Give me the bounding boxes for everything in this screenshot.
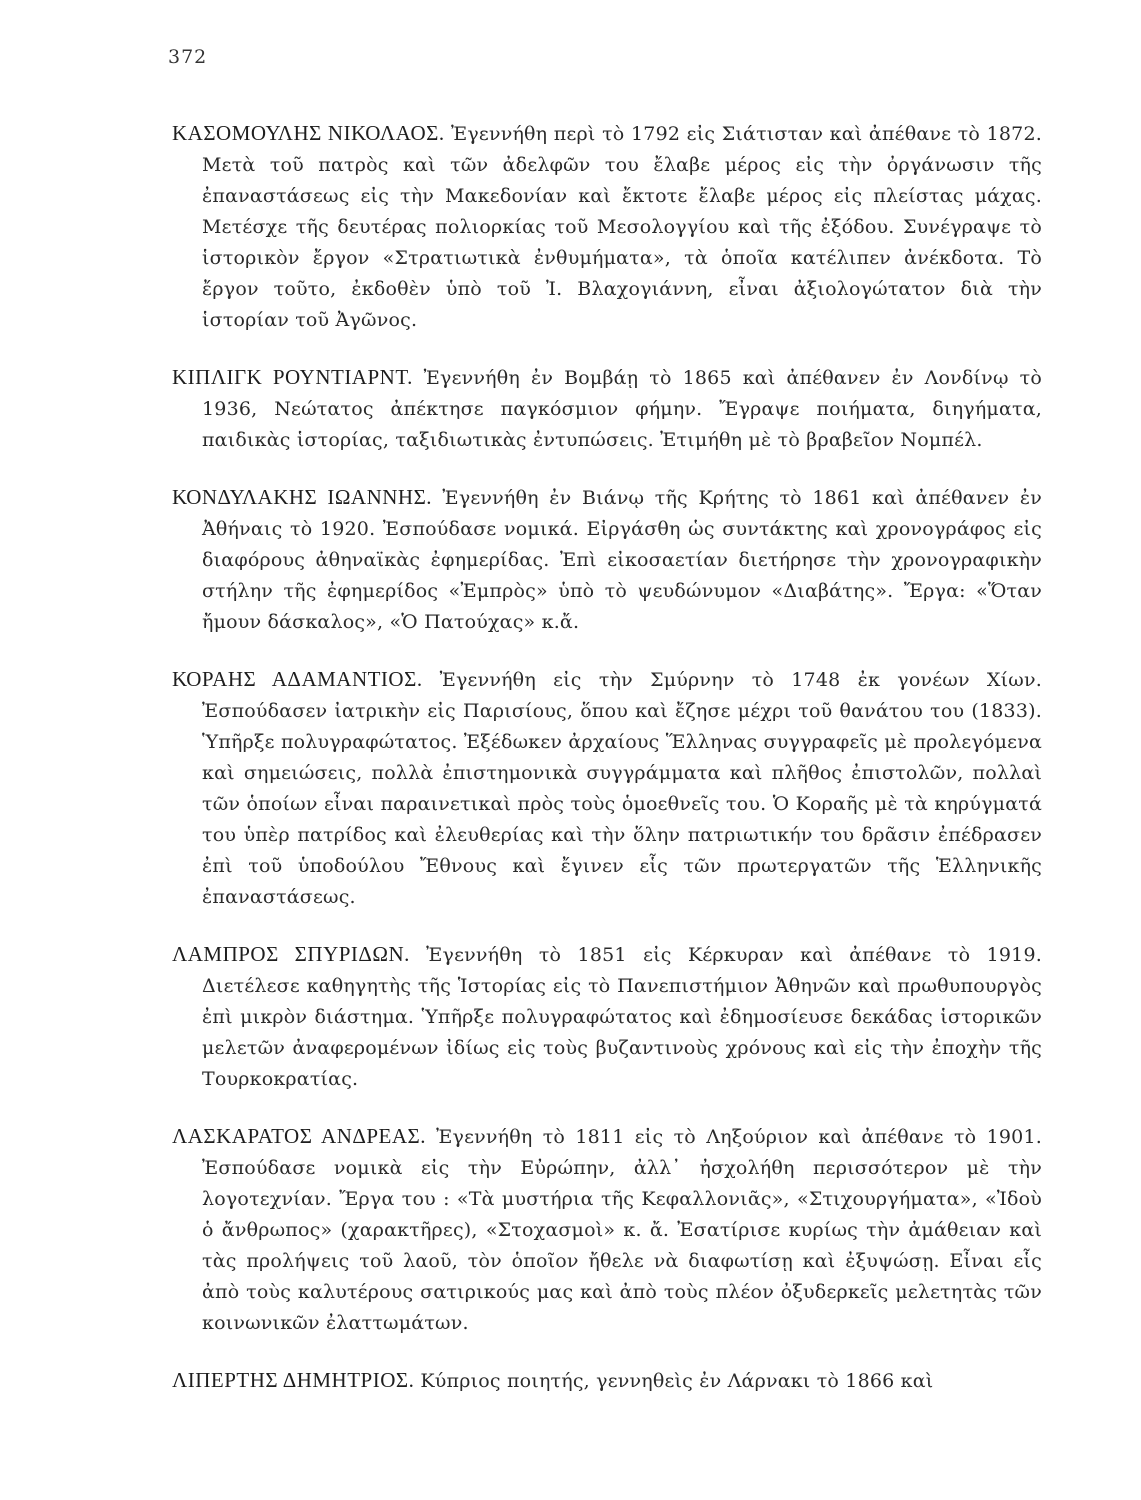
entry-kasomoulis <box>172 118 1042 336</box>
entry-kondylakis <box>172 482 1042 638</box>
entry-laskaratos <box>172 1121 1042 1339</box>
entry-name: ΛΑΜΠΡΟΣ ΣΠΥΡΙΔΩΝ. <box>172 942 410 966</box>
entry-lampros <box>172 939 1042 1095</box>
entry-name: ΚΟΡΑΗΣ ΑΔΑΜΑΝΤΙΟΣ. <box>172 667 423 691</box>
entry-korais <box>172 664 1042 913</box>
entry-text: Κύπριος ποιητής, γεννηθεὶς ἐν Λάρνακι τὸ 1866 καὶ <box>420 1370 934 1392</box>
entry-name: ΛΙΠΕΡΤΗΣ ΔΗΜΗΤΡΙΟΣ. <box>172 1368 415 1392</box>
entry-lipertis <box>172 1365 1042 1397</box>
entry-text: Ἐγεννήθη περὶ τὸ 1792 εἰς Σιάτισταν καὶ ἀπέθανε τὸ 1872. Μετὰ τοῦ πατρὸς καὶ τῶν ἀδελφῶν του ἔλαβε μέρος εἰς τὴν ὀργάνωσιν τῆς ἐπαναστάσεως εἰς τὴν Μακεδονίαν καὶ ἔκτοτε ἔλαβε μέρος εἰς πλείστας μάχας. Μετέσχε τῆς δευτέρας πολιορκίας τοῦ Μεσολογγίου καὶ τῆς ἐξόδου. Συνέγραψε τὸ ἱστορικὸν ἔργον «Στρατιωτικὰ ἐνθυμήματα», τὰ ὁποῖα κατέλιπεν ἀνέκδοτα. Τὸ ἔργον τοῦτο, ἐκδοθὲν ὑπὸ τοῦ Ἰ. Βλαχογιάννη, εἶναι ἀξιολογώτατον διὰ τὴν ἱστορίαν τοῦ Ἀγῶνος. <box>202 123 1042 331</box>
entry-name: ΚΙΠΛΙΓΚ ΡΟΥΝΤΙΑΡΝΤ. <box>172 365 413 389</box>
entry-kipling <box>172 362 1042 456</box>
entry-text: Ἐγεννήθη ἐν Βιάνῳ τῆς Κρήτης τὸ 1861 καὶ ἀπέθανεν ἐν Ἀθήναις τὸ 1920. Ἐσπούδασε νομικά. Εἰργάσθη ὡς συντάκτης καὶ χρονογράφος εἰς διαφόρους ἀθηναϊκὰς ἐφημερίδας. Ἐπὶ εἰκοσαετίαν διετήρησε τὴν χρονογραφικὴν στήλην τῆς ἐφημερίδος «Ἐμπρὸς» ὑπὸ τὸ ψευδώνυμον «Διαβάτης». Ἔργα: «Ὅταν ἤμουν δάσκαλος», «Ὁ Πατούχας» κ.ἄ. <box>202 487 1042 633</box>
entry-name: ΚΟΝΔΥΛΑΚΗΣ ΙΩΑΝΝΗΣ. <box>172 485 433 509</box>
entry-text: Ἐγεννήθη τὸ 1851 εἰς Κέρκυραν καὶ ἀπέθανε τὸ 1919. Διετέλεσε καθηγητὴς τῆς Ἱστορίας εἰς τὸ Πανεπιστήμιον Ἀθηνῶν καὶ πρωθυπουργὸς ἐπὶ μικρὸν διάστημα. Ὑπῆρξε πολυγραφώτατος καὶ ἐδημοσίευσε δεκάδας ἱστορικῶν μελετῶν ἀναφερομένων ἰδίως εἰς τοὺς βυζαντινοὺς χρόνους καὶ εἰς τὴν ἐποχὴν τῆς Τουρκοκρατίας. <box>202 944 1042 1090</box>
entry-name: ΛΑΣΚΑΡΑΤΟΣ ΑΝΔΡΕΑΣ. <box>172 1124 427 1148</box>
entry-text: Ἐγεννήθη ἐν Βομβάῃ τὸ 1865 καὶ ἀπέθανεν ἐν Λονδίνῳ τὸ 1936, Νεώτατος ἀπέκτησε παγκόσμιον φήμην. Ἔγραψε ποιήματα, διηγήματα, παιδικὰς ἱστορίας, ταξιδιωτικὰς ἐντυπώσεις. Ἐτιμήθη μὲ τὸ βραβεῖον Νομπέλ. <box>202 367 1042 451</box>
entry-list <box>172 118 1042 1423</box>
page-number: 372 <box>168 46 208 68</box>
entry-text: Ἐγεννήθη εἰς τὴν Σμύρνην τὸ 1748 ἐκ γονέων Χίων. Ἐσπούδασεν ἰατρικὴν εἰς Παρισίους, ὅπου καὶ ἔζησε μέχρι τοῦ θανάτου του (1833). Ὑπῆρξε πολυγραφώτατος. Ἐξέδωκεν ἀρχαίους Ἕλληνας συγγραφεῖς μὲ προλεγόμενα καὶ σημειώσεις, πολλὰ ἐπιστημονικὰ συγγράμματα καὶ πλῆθος ἐπιστολῶν, πολλαὶ τῶν ὁποίων εἶναι παραινετικαὶ πρὸς τοὺς ὁμοεθνεῖς του. Ὁ Κοραῆς μὲ τὰ κηρύγματά του ὑπὲρ πατρίδος καὶ ἐλευθερίας καὶ τὴν ὅλην πατριωτικήν του δρᾶσιν ἐπέδρασεν ἐπὶ τοῦ ὑποδούλου Ἔθνους καὶ ἔγινεν εἷς τῶν πρωτεργατῶν τῆς Ἑλληνικῆς ἐπαναστάσεως. <box>202 669 1042 908</box>
entry-text: Ἐγεννήθη τὸ 1811 εἰς τὸ Ληξούριον καὶ ἀπέθανε τὸ 1901. Ἐσπούδασε νομικὰ εἰς τὴν Εὐρώπην, ἀλλ᾽ ἠσχολήθη περισσότερον μὲ τὴν λογοτεχνίαν. Ἔργα του : «Τὰ μυστήρια τῆς Κεφαλλονιᾶς», «Στιχουργήματα», «Ἰδοὺ ὁ ἄνθρωπος» (χαρακτῆρες), «Στοχασμοὶ» κ. ἄ. Ἐσατίρισε κυρίως τὴν ἀμάθειαν καὶ τὰς προλήψεις τοῦ λαοῦ, τὸν ὁποῖον ἤθελε νὰ διαφωτίσῃ καὶ ἐξυψώσῃ. Εἶναι εἷς ἀπὸ τοὺς καλυτέρους σατιρικούς μας καὶ ἀπὸ τοὺς πλέον ὀξυδερκεῖς μελετητὰς τῶν κοινωνικῶν ἐλαττωμάτων. <box>202 1126 1042 1334</box>
entry-name: ΚΑΣΟΜΟΥΛΗΣ ΝΙΚΟΛΑΟΣ. <box>172 121 445 145</box>
